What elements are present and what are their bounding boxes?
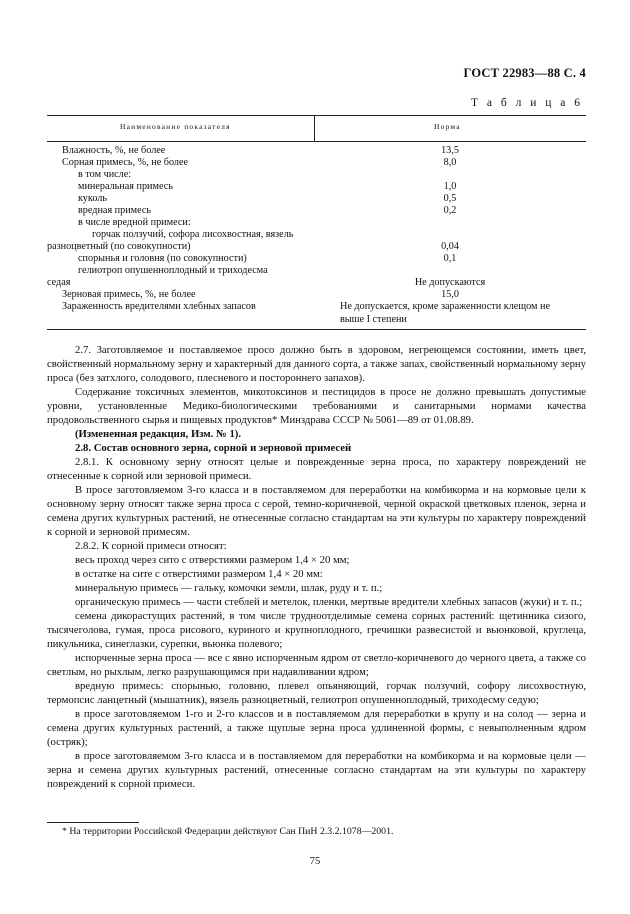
paragraph: в просе заготовляемом 3-го класса и в поставляемом для переработки на комбикорма и на кормовые цели — зерна и семена других культурных растений, отнесенные согласно стандартам на эти культуры по характеру повреждений к сорной примеси. [47, 750, 586, 790]
paragraph: органическую примесь — части стеблей и метелок, пленки, мертвые вредители хлебных запасов (жуки) и т. п.; [75, 596, 583, 608]
paragraph: минеральную примесь — гальку, комочки земли, шлак, руду и т. п.; [75, 582, 383, 594]
paragraph: в остатке на сите с отверстиями размером 1,4 × 20 мм: [75, 568, 323, 580]
row-name: Влажность, %, не более [62, 145, 166, 156]
row-name: вредная примесь [78, 205, 152, 216]
paragraph: весь проход через сито с отверстиями размером 1,4 × 20 мм; [75, 554, 350, 566]
row-norm: выше I степени [340, 314, 407, 325]
row-norm: 8,0 [443, 157, 457, 168]
body-text [47, 343, 586, 791]
footnote: * На территории Российской Федерации действуют Сан ПиН 2.3.2.1078—2001. [62, 826, 394, 837]
row-name: седая [47, 277, 71, 288]
row-norm: 0,04 [441, 241, 459, 252]
row-name: Зерновая примесь, %, не более [62, 289, 196, 300]
row-norm: 13,5 [441, 145, 459, 156]
table-row [0, 313, 630, 326]
table-column-divider [314, 115, 315, 141]
row-norm: 1,0 [443, 181, 457, 192]
table-header-name: Наименование показателя [120, 122, 231, 131]
row-name: разноцветный (по совокупности) [47, 241, 191, 252]
table-bottom-rule [47, 329, 586, 330]
row-name: куколь [78, 193, 108, 204]
table-header-norm: Норма [434, 122, 461, 131]
table-row [0, 300, 630, 313]
page-number: 75 [309, 856, 321, 867]
row-norm: 0,1 [443, 253, 457, 264]
paragraph: В просе заготовляемом 3-го класса и в поставляемом для переработки на комбикорма и на кормовые цели к основному зерну относят также зерна проса с серой, темно-коричневой, черной окраской цветковых пленок, зерна и семена других культурных растений, не отнесенные согласно стандартам на эти культуры по характеру повреждений к сорной и зерновой примесям. [47, 484, 586, 538]
table-top-rule [47, 115, 586, 116]
row-norm: Не допускается, кроме зараженности клещом не [340, 301, 551, 312]
table-caption: Т а б л и ц а 6 [470, 97, 583, 109]
footnote-rule [47, 822, 139, 823]
paragraph: 2.8.2. К сорной примеси относят: [75, 540, 227, 552]
row-name: Сорная примесь, %, не более [62, 157, 189, 168]
row-norm: 15,0 [441, 289, 459, 300]
paragraph: 2.8.1. К основному зерну относят целые и поврежденные зерна проса, по характеру повреждений не отнесенные к сорной или зерновой примеси. [47, 456, 586, 482]
row-name: в том числе: [78, 169, 132, 180]
paragraph: 2.7. Заготовляемое и поставляемое просо должно быть в здоровом, негреющемся состоянии, иметь цвет, свойственный нормальному зерну и характерный для данного сорта, а также запах, свойственный нормальному зерну проса (без затхлого, солодового, плесневого и постороннего запахов). [47, 344, 586, 384]
row-norm: Не допускаются [414, 277, 486, 288]
paragraph: испорченные зерна проса — все с явно испорченным ядром от светло-коричневого до черного цвета, а также со светлым, но рыхлым, легко разрушающимся при надавливании ядром; [47, 652, 586, 678]
row-name: гелиотроп опушенноплодный и триходесма [78, 265, 268, 276]
paragraph: вредную примесь: спорынью, головню, плевел опьяняющий, горчак ползучий, софору лисохвостную, термопсис ланцетный (мышатник), вязель разноцветный, гелиотроп опушенноплодный, триходесму седую; [47, 680, 586, 706]
row-name: Зараженность вредителями хлебных запасов [62, 301, 256, 312]
paragraph: семена дикорастущих растений, в том числе трудноотделимые семена сорных растений: щетинника сизого, тысячеголова, гумая, проса рисового, куриного и крупноплодного, гречишки развесистой и вьюнковой, круглеца, пикульника, синеглазки, сурепки, вьюнка полевого; [47, 610, 586, 650]
amendment-note: (Измененная редакция, Изм. № 1). [75, 428, 242, 440]
row-name: в числе вредной примеси: [78, 217, 191, 228]
section-heading: 2.8. Состав основного зерна, сорной и зерновой примесей [75, 442, 352, 454]
row-norm: 0,5 [443, 193, 457, 204]
paragraph: Содержание токсичных элементов, микотоксинов и пестицидов в просе не должно превышать допустимые уровни, установленные Медико-биологическими требованиями и санитарными нормами качества продовольственного сырья и пищевых продуктов* Минздрава СССР № 5061—89 от 01.08.89. [47, 386, 586, 426]
table-header-rule [47, 141, 586, 142]
paragraph: в просе заготовляемом 1-го и 2-го классов и в поставляемом для переработки в крупу и на солод — зерна и семена других культурных растений, а также щуплые зерна проса удлиненной формы, с невыполненным ядром (остряк); [47, 708, 586, 748]
row-name: горчак ползучий, софора лисохвостная, вязель [92, 229, 294, 240]
row-name: минеральная примесь [78, 181, 173, 192]
row-name: спорынья и головня (по совокупности) [78, 253, 247, 264]
row-norm: 0,2 [443, 205, 457, 216]
document-header: ГОСТ 22983—88 С. 4 [463, 66, 586, 80]
